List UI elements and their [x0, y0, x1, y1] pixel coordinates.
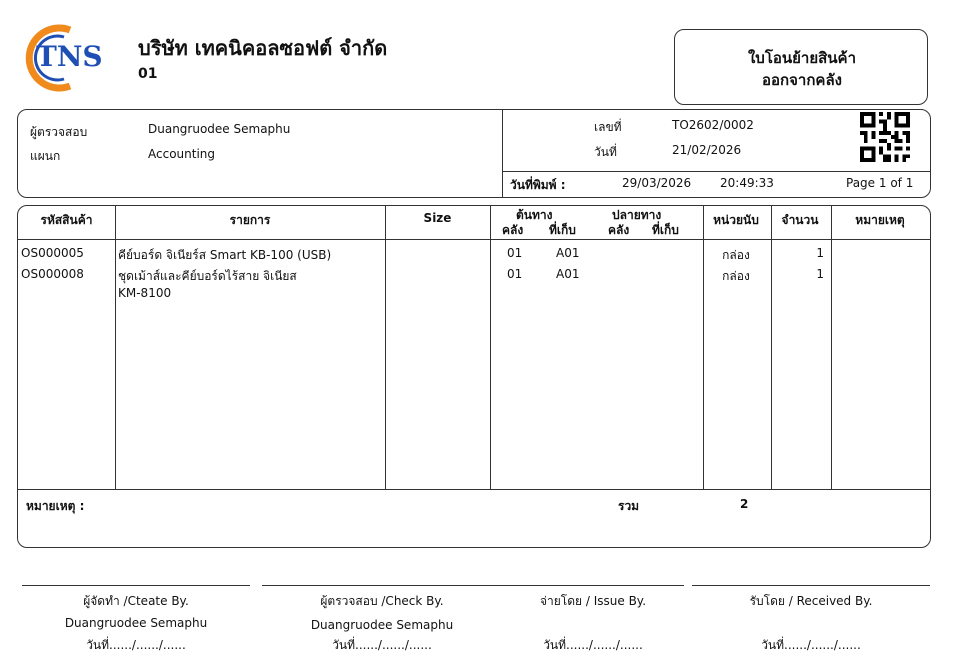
col-header-destination-warehouse: คลัง: [608, 223, 630, 237]
col-header-destination: ปลายทาง: [612, 208, 662, 222]
company-name: บริษัท เทคนิคอลซอฟต์ จำกัด: [138, 36, 388, 60]
signature-title-create: ผู้จัดทำ /Cteate By.: [83, 594, 189, 608]
total-label: รวม: [618, 499, 640, 513]
row2-item-line1: ชุดเม้าส์และคีย์บอร์ดไร้สาย จิเนียส: [118, 269, 297, 283]
signature-date-issue: วันที่....../....../......: [543, 638, 643, 652]
total-value: 2: [740, 497, 749, 511]
company-logo: [18, 24, 126, 92]
signature-line-4: [692, 585, 930, 586]
doc-date-value: 21/02/2026: [672, 143, 742, 157]
department-label: แผนก: [30, 149, 61, 163]
col-header-qty: จำนวน: [781, 213, 819, 227]
row2-item-line2: KM-8100: [118, 286, 172, 300]
branch-code: 01: [138, 66, 158, 82]
row1-qty: 1: [816, 246, 824, 260]
signature-name-create: Duangruodee Semaphu: [64, 616, 208, 630]
col-header-origin-warehouse: คลัง: [502, 223, 524, 237]
inspector-value: Duangruodee Semaphu: [148, 122, 291, 136]
signature-line-3: [502, 585, 684, 586]
print-date-label: วันที่พิมพ์ :: [510, 178, 566, 192]
print-time-value: 20:49:33: [720, 176, 774, 190]
col-header-origin-location: ที่เก็บ: [549, 223, 576, 237]
row2-unit: กล่อง: [722, 269, 750, 283]
signature-title-check: ผู้ตรวจสอบ /Check By.: [320, 594, 444, 608]
col-header-code: รหัสสินค้า: [40, 213, 93, 227]
signature-date-create: วันที่....../....../......: [86, 638, 186, 652]
remark-label: หมายเหตุ :: [26, 499, 85, 513]
qr-code-icon: [859, 112, 911, 162]
signature-line-2: [262, 585, 502, 586]
row1-origin-warehouse: 01: [507, 246, 523, 260]
col-header-item: รายการ: [229, 213, 271, 227]
print-date-value: 29/03/2026: [622, 176, 692, 190]
col-header-remark: หมายเหตุ: [855, 213, 905, 227]
row2-origin-warehouse: 01: [507, 267, 523, 281]
col-header-unit: หน่วยนับ: [713, 213, 759, 227]
signature-date-check: วันที่....../....../......: [332, 638, 432, 652]
signature-line-1: [22, 585, 250, 586]
doc-no-value: TO2602/0002: [672, 118, 754, 132]
col-header-size: Size: [423, 211, 452, 225]
row1-code: OS000005: [21, 246, 84, 260]
page-indicator: Page 1 of 1: [846, 176, 914, 190]
logo-text: TNS: [36, 40, 103, 73]
col-header-origin: ต้นทาง: [516, 208, 553, 222]
department-value: Accounting: [148, 147, 216, 161]
doc-no-label: เลขที่: [594, 120, 622, 134]
col-header-destination-location: ที่เก็บ: [652, 223, 679, 237]
signature-date-receive: วันที่....../....../......: [761, 638, 861, 652]
doc-date-label: วันที่: [594, 145, 617, 159]
row1-item: คีย์บอร์ด จิเนียร์ส Smart KB-100 (USB): [118, 248, 332, 262]
row1-unit: กล่อง: [722, 248, 750, 262]
inspector-label: ผู้ตรวจสอบ: [30, 125, 88, 139]
document-title-line1: ใบโอนย้ายสินค้า: [747, 49, 857, 67]
signature-title-receive: รับโดย / Received By.: [749, 594, 873, 608]
row2-qty: 1: [816, 267, 824, 281]
signature-name-check: Duangruodee Semaphu: [310, 618, 454, 632]
document-title-box: [674, 29, 928, 105]
row2-code: OS000008: [21, 267, 84, 281]
row2-origin-location: A01: [556, 267, 580, 281]
signature-title-issue: จ่ายโดย / Issue By.: [539, 594, 647, 608]
document-title-line2: ออกจากคลัง: [762, 71, 842, 89]
row1-origin-location: A01: [556, 246, 580, 260]
